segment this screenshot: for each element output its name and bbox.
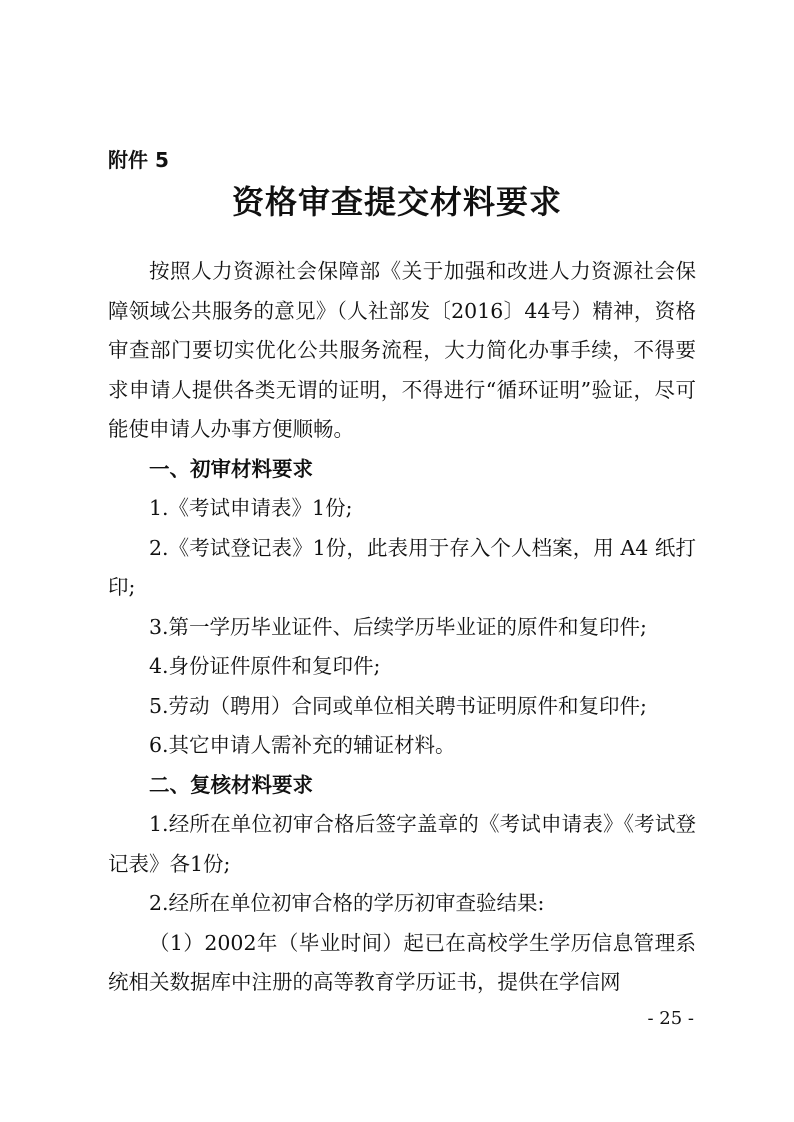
document-body	[108, 252, 696, 1003]
intro-paragraph: 按照人力资源社会保障部《关于加强和改进人力资源社会保障领域公共服务的意见》（人社部发〔2016〕44号）精神，资格审查部门要切实优化公共服务流程，大力简化办事手续，不得要求申请人提供各类无谓的证明，不得进行“循环证明”验证，尽可能使申请人办事方便顺畅。	[108, 259, 696, 441]
section-heading-initial-review: 一、初审材料要求	[149, 456, 313, 481]
list-item: 1.《考试申请表》1份;	[149, 496, 353, 520]
document-title: 资格审查提交材料要求	[231, 183, 562, 221]
list-item: 2.《考试登记表》1份，此表用于存入个人档案，用 A4 纸打印;	[108, 535, 696, 599]
list-item: 5.劳动（聘用）合同或单位相关聘书证明原件和复印件;	[149, 693, 647, 718]
list-item: 4.身份证件原件和复印件;	[149, 654, 381, 678]
section-heading-recheck: 二、复核材料要求	[149, 772, 313, 797]
list-item: 1.经所在单位初审合格后签字盖章的《考试申请表》《考试登记表》各1份;	[108, 812, 696, 876]
attachment-label: 附件 5	[108, 148, 169, 172]
page-number: - 25 -	[647, 1008, 694, 1029]
list-item: 3.第一学历毕业证件、后续学历毕业证的原件和复印件;	[149, 614, 647, 639]
list-item: 2.经所在单位初审合格的学历初审查验结果:	[149, 891, 545, 915]
list-item: （1）2002年（毕业时间）起已在高校学生学历信息管理系统相关数据库中注册的高等教育学历证书，提供在学信网	[108, 930, 696, 994]
list-item: 6.其它申请人需补充的辅证材料。	[149, 733, 456, 757]
